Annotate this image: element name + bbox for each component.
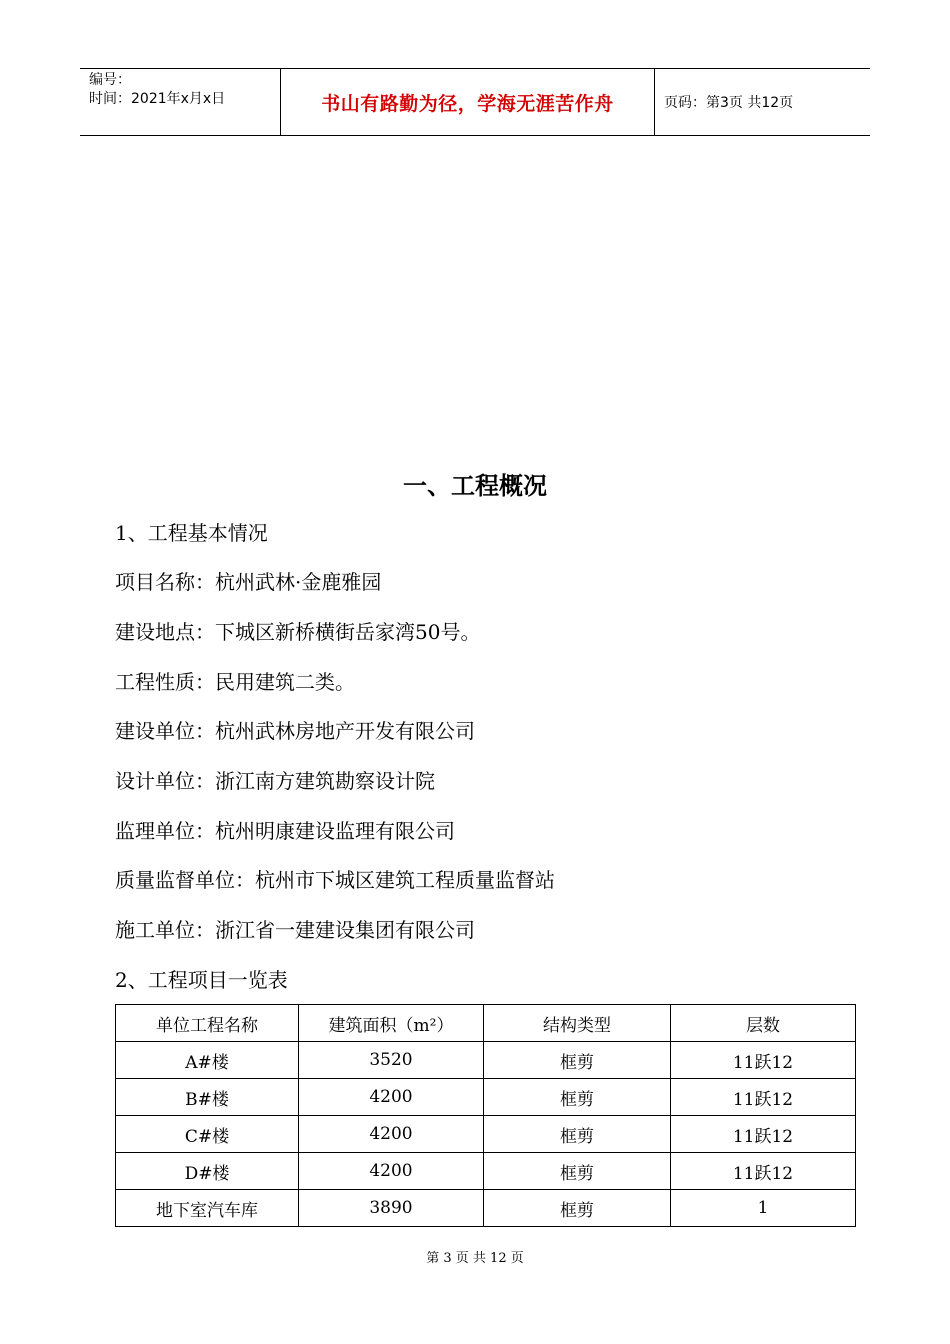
table-cell: 11跃12 — [671, 1116, 856, 1153]
table-header-cell: 结构类型 — [484, 1005, 671, 1042]
document-number-label: 编号： — [89, 72, 131, 88]
table-cell: 框剪 — [484, 1079, 671, 1116]
table-cell: 3520 — [299, 1042, 484, 1079]
table-cell: 3890 — [299, 1190, 484, 1227]
table-cell: 4200 — [299, 1079, 484, 1116]
table-cell: 11跃12 — [671, 1042, 856, 1079]
table-row — [116, 1190, 856, 1227]
table-cell: 4200 — [299, 1153, 484, 1190]
info-project-name: 项目名称：杭州武林·金鹿雅园 — [115, 570, 382, 594]
table-cell: 11跃12 — [671, 1153, 856, 1190]
section2-heading: 2、工程项目一览表 — [115, 968, 288, 992]
document-time: 时间：2021年x月x日 — [89, 91, 226, 107]
page-footer: 第 3 页 共 12 页 — [426, 1251, 524, 1266]
table-cell: 框剪 — [484, 1042, 671, 1079]
header-meta — [80, 69, 281, 135]
table-header-cell: 单位工程名称 — [116, 1005, 299, 1042]
table-header-cell: 层数 — [671, 1005, 856, 1042]
table-row — [116, 1116, 856, 1153]
table-cell: 1 — [671, 1190, 856, 1227]
table-cell: A#楼 — [116, 1042, 299, 1079]
table-header-row — [116, 1005, 856, 1042]
info-supervisor: 监理单位：杭州明康建设监理有限公司 — [115, 819, 455, 843]
header-page-info: 页码：第3页 共12页 — [664, 95, 794, 111]
table-row — [116, 1153, 856, 1190]
header-motto: 书山有路勤为径，学海无涯苦作舟 — [281, 69, 655, 135]
project-table — [115, 1004, 856, 1227]
info-builder: 建设单位：杭州武林房地产开发有限公司 — [115, 719, 475, 743]
info-quality-station: 质量监督单位：杭州市下城区建筑工程质量监督站 — [115, 868, 555, 892]
table-cell: 4200 — [299, 1116, 484, 1153]
table-row — [116, 1079, 856, 1116]
table-cell: B#楼 — [116, 1079, 299, 1116]
table-cell: 地下室汽车库 — [116, 1190, 299, 1227]
info-nature: 工程性质：民用建筑二类。 — [115, 670, 355, 694]
table-cell: C#楼 — [116, 1116, 299, 1153]
table-header-cell: 建筑面积（m²） — [299, 1005, 484, 1042]
table-cell: D#楼 — [116, 1153, 299, 1190]
table-cell: 11跃12 — [671, 1079, 856, 1116]
info-location: 建设地点：下城区新桥横街岳家湾50号。 — [115, 620, 481, 644]
table-cell: 框剪 — [484, 1153, 671, 1190]
info-designer: 设计单位：浙江南方建筑勘察设计院 — [115, 769, 435, 793]
section1-heading: 1、工程基本情况 — [115, 521, 268, 545]
page-header — [80, 68, 870, 136]
info-contractor: 施工单位：浙江省一建建设集团有限公司 — [115, 918, 475, 942]
table-row — [116, 1042, 856, 1079]
table-cell: 框剪 — [484, 1116, 671, 1153]
section-title: 一、工程概况 — [403, 472, 547, 500]
table-cell: 框剪 — [484, 1190, 671, 1227]
